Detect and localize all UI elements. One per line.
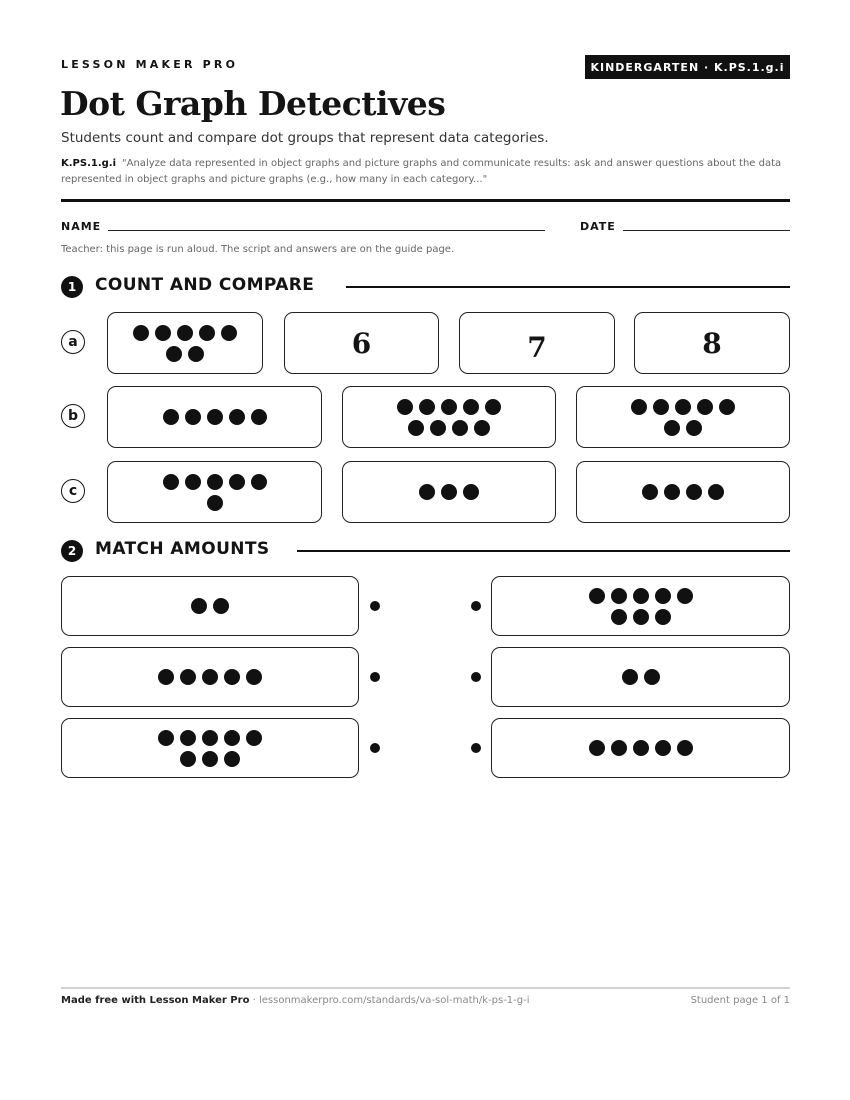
count-dot	[664, 484, 680, 500]
dot-card[interactable]	[576, 461, 790, 523]
count-dot	[207, 495, 223, 511]
dot-group	[419, 484, 479, 500]
numeral-text: 8	[702, 326, 722, 360]
count-dot	[653, 399, 669, 415]
dot-row	[589, 740, 693, 756]
count-dot	[686, 420, 702, 436]
footer-made-with: Made free with Lesson Maker Pro	[61, 995, 250, 1006]
dot-row	[631, 399, 735, 415]
count-dot	[441, 484, 457, 500]
dot-row	[163, 409, 267, 425]
dot-row	[158, 669, 262, 685]
dot-card[interactable]	[107, 461, 322, 523]
match-connector-right[interactable]	[471, 743, 481, 753]
count-dot	[655, 740, 671, 756]
count-dot	[185, 474, 201, 490]
section-2-title: MATCH AMOUNTS	[95, 539, 270, 559]
count-dot	[611, 609, 627, 625]
count-dot	[224, 669, 240, 685]
dot-group	[133, 325, 237, 362]
count-dot	[207, 474, 223, 490]
dot-group	[191, 598, 229, 614]
count-dot	[158, 669, 174, 685]
count-dot	[202, 730, 218, 746]
count-dot	[251, 474, 267, 490]
dot-group	[642, 484, 724, 500]
count-dot	[664, 420, 680, 436]
numeral-text: 7	[527, 330, 547, 364]
count-dot	[158, 730, 174, 746]
dot-card[interactable]	[576, 386, 790, 448]
count-dot	[622, 669, 638, 685]
name-field-line[interactable]	[108, 230, 545, 231]
count-dot	[642, 484, 658, 500]
dot-row	[408, 420, 490, 436]
standard-description	[61, 156, 791, 188]
dot-row	[611, 609, 671, 625]
count-dot	[697, 399, 713, 415]
count-dot	[202, 751, 218, 767]
numeral-choice-6[interactable]	[284, 312, 439, 374]
count-dot	[163, 409, 179, 425]
dot-row	[642, 484, 724, 500]
dot-row	[180, 751, 240, 767]
count-dot	[246, 669, 262, 685]
count-dot	[224, 730, 240, 746]
dot-card[interactable]	[342, 386, 556, 448]
row-label-b: b	[61, 404, 85, 428]
dot-row	[163, 474, 267, 490]
count-dot	[246, 730, 262, 746]
count-dot	[213, 598, 229, 614]
dot-row	[419, 484, 479, 500]
count-dot	[188, 346, 204, 362]
numeral-choice-8[interactable]	[634, 312, 790, 374]
page-subtitle: Students count and compare dot groups that represent data categories.	[61, 130, 549, 146]
dot-group	[163, 474, 267, 511]
footer-credit	[61, 995, 530, 1006]
count-dot	[677, 588, 693, 604]
dot-row	[166, 346, 204, 362]
count-dot	[631, 399, 647, 415]
dot-row	[158, 730, 262, 746]
count-dot	[177, 325, 193, 341]
count-dot	[675, 399, 691, 415]
name-label: NAME	[61, 220, 102, 233]
dot-row	[664, 420, 702, 436]
count-dot	[229, 474, 245, 490]
dot-row	[589, 588, 693, 604]
count-dot	[180, 751, 196, 767]
count-dot	[589, 740, 605, 756]
count-dot	[474, 420, 490, 436]
dot-group	[158, 730, 262, 767]
numeral-choice-7[interactable]	[459, 312, 615, 374]
count-dot	[163, 474, 179, 490]
section-1-number: 1	[61, 276, 83, 298]
count-dot	[633, 609, 649, 625]
count-dot	[633, 740, 649, 756]
count-dot	[589, 588, 605, 604]
match-connector-left[interactable]	[370, 672, 380, 682]
count-dot	[221, 325, 237, 341]
count-dot	[485, 399, 501, 415]
dot-row	[397, 399, 501, 415]
match-left-card[interactable]	[61, 576, 359, 636]
count-dot	[644, 669, 660, 685]
page-title: Dot Graph Detectives	[60, 84, 446, 123]
count-dot	[133, 325, 149, 341]
dot-row	[191, 598, 229, 614]
count-dot	[655, 588, 671, 604]
count-dot	[611, 740, 627, 756]
count-dot	[419, 399, 435, 415]
dot-card[interactable]	[342, 461, 556, 523]
count-dot	[229, 409, 245, 425]
header-divider	[61, 199, 790, 202]
count-dot	[633, 588, 649, 604]
match-connector-left[interactable]	[370, 601, 380, 611]
count-dot	[166, 346, 182, 362]
count-dot	[251, 409, 267, 425]
dot-group	[589, 740, 693, 756]
standard-text: "Analyze data represented in object graphs and picture graphs and communicate results: ask and answer questions about the data represented in object graphs and picture graphs (e.g., how many in each category..."	[61, 158, 782, 185]
count-dot	[708, 484, 724, 500]
count-dot	[452, 420, 468, 436]
count-dot	[199, 325, 215, 341]
row-label-a: a	[61, 330, 85, 354]
count-dot	[207, 409, 223, 425]
count-dot	[463, 399, 479, 415]
count-dot	[224, 751, 240, 767]
teacher-note: Teacher: this page is run aloud. The script and answers are on the guide page.	[61, 244, 455, 255]
dot-group	[622, 669, 660, 685]
count-dot	[155, 325, 171, 341]
section-2-number: 2	[61, 540, 83, 562]
count-dot	[719, 399, 735, 415]
count-dot	[419, 484, 435, 500]
numeral-text: 6	[351, 326, 372, 360]
standard-code: K.PS.1.g.i	[61, 158, 117, 169]
footer-divider	[61, 987, 790, 989]
dot-row	[133, 325, 237, 341]
count-dot	[185, 409, 201, 425]
count-dot	[202, 669, 218, 685]
brand-name: LESSON MAKER PRO	[61, 58, 239, 71]
count-dot	[463, 484, 479, 500]
count-dot	[655, 609, 671, 625]
match-connector-right[interactable]	[471, 672, 481, 682]
count-dot	[430, 420, 446, 436]
footer-page-number: Student page 1 of 1	[690, 995, 790, 1006]
dot-group	[631, 399, 735, 436]
match-right-card[interactable]	[491, 576, 790, 636]
count-dot	[191, 598, 207, 614]
dot-group	[158, 669, 262, 685]
date-field-line[interactable]	[623, 230, 790, 231]
dot-card[interactable]	[107, 312, 263, 374]
dot-row	[622, 669, 660, 685]
date-label: DATE	[580, 220, 616, 233]
count-dot	[180, 669, 196, 685]
section-2-rule	[297, 550, 790, 552]
dot-group	[589, 588, 693, 625]
match-connector-right[interactable]	[471, 601, 481, 611]
grade-standard-badge: KINDERGARTEN · K.PS.1.g.i	[585, 55, 790, 79]
count-dot	[611, 588, 627, 604]
match-left-card[interactable]	[61, 647, 359, 707]
match-right-card[interactable]	[491, 718, 790, 778]
match-right-card[interactable]	[491, 647, 790, 707]
count-dot	[677, 740, 693, 756]
count-dot	[397, 399, 413, 415]
count-dot	[686, 484, 702, 500]
section-1-rule	[346, 286, 790, 288]
count-dot	[180, 730, 196, 746]
count-dot	[408, 420, 424, 436]
match-left-card[interactable]	[61, 718, 359, 778]
dot-group	[397, 399, 501, 436]
dot-group	[163, 409, 267, 425]
count-dot	[441, 399, 457, 415]
footer-url[interactable]: · lessonmakerpro.com/standards/va-sol-math/k-ps-1-g-i	[249, 995, 530, 1006]
match-connector-left[interactable]	[370, 743, 380, 753]
dot-card[interactable]	[107, 386, 322, 448]
row-label-c: c	[61, 479, 85, 503]
section-1-title: COUNT AND COMPARE	[95, 275, 315, 295]
dot-row	[207, 495, 223, 511]
